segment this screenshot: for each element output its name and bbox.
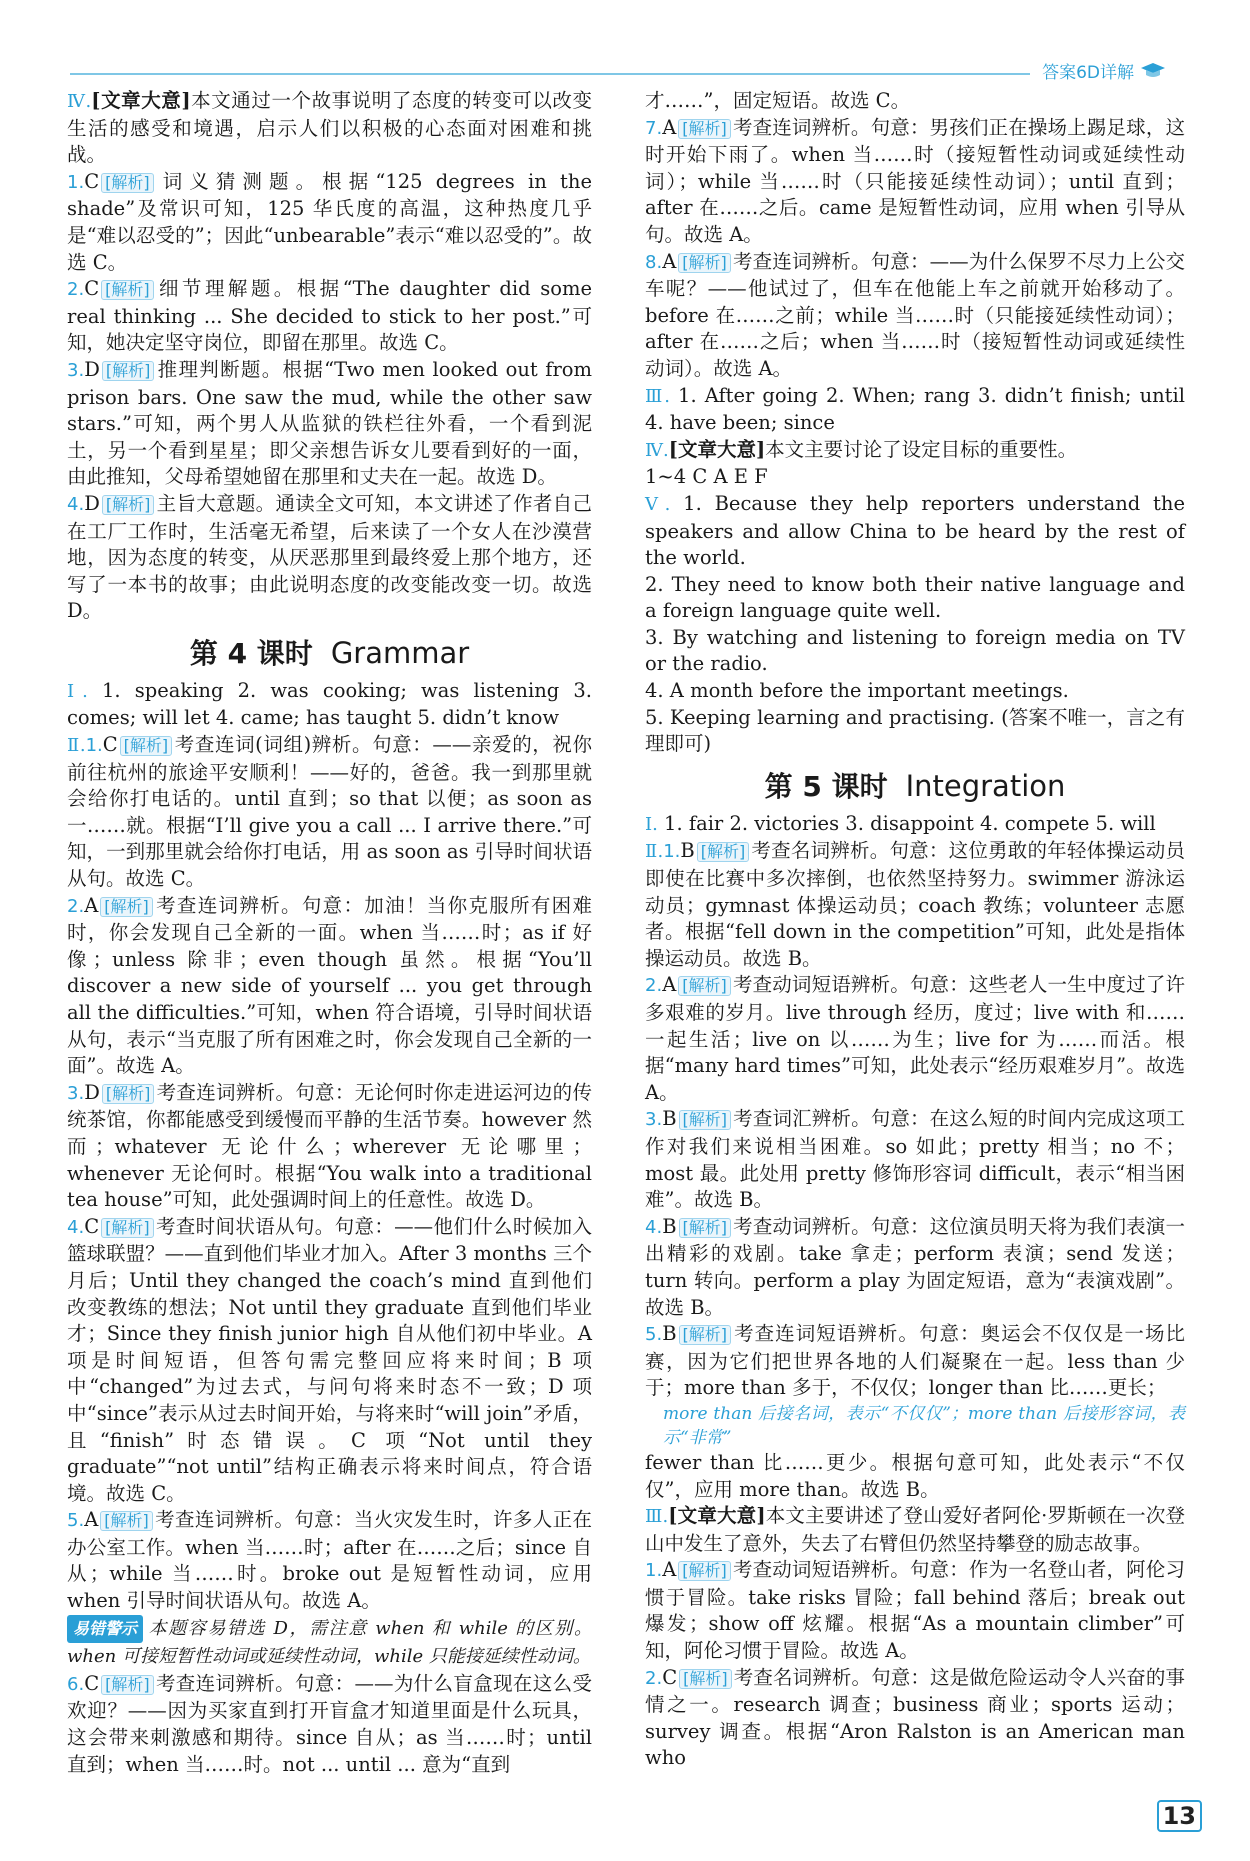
answer-item: 2.C [解析] 考查名词辨析。句意：这是做危险运动令人兴奋的事情之一。research 调查；business 商业；sports 运动；survey 调查。根据“Aron Ralston is an American man who <box>645 1665 1185 1770</box>
section-5-item: 3. By watching and listening to foreign media on TV or the radio. <box>645 625 1185 676</box>
section-5-item: 4. A month before the important meetings. <box>645 679 1069 703</box>
answer-item: 1.C [解析] 词义猜测题。根据“125 degrees in the shade”及常识可知，125 华氏度的高温，这种热度几乎是“难以忍受的”；因此“unbearable”表示“难以忍受的”。故选 C。 <box>67 169 592 274</box>
answer-item: 8.A [解析] 考查连词辨析。句意：——为什么保罗不尽力上公交车呢？——他试过了，但车在他能上车之前就开始移动了。before 在……之前；while 当……时（只能接延续性动词）；after 在……之后；when 当……时（接短暂性动词或延续性动词）。故选 A。 <box>645 249 1185 380</box>
warning-badge: 易错警示 <box>67 1615 143 1644</box>
answer-item: 4.D [解析] 主旨大意题。通读全文可知，本文讲述了作者自己在工厂工作时，生活毫无希望，后来读了一个女人在沙漠营地，因为态度的转变，从厌恶那里到最终爱上那个地方，还写了一本书的故事；由此说明态度的改变能改变一切。故选 D。 <box>67 491 592 623</box>
answer-item: 4.B [解析] 考查动词辨析。句意：这位演员明天将为我们表演一出精彩的戏剧。take 拿走；perform 表演；send 发送；turn 转向。perform a play 为固定短语，意为“表演戏剧”。故选 B。 <box>645 1214 1185 1319</box>
answer-item: 7.A [解析] 考查连词辨析。句意：男孩们正在操场上踢足球，这时开始下雨了。when 当……时（接短暂性动词或延续性动词）；while 当……时（只能接延续性动词）；until 直到；after 在……之后。came 是短暂性动词，应用 when 引导从句。故选 A。 <box>645 115 1185 246</box>
lesson5-section-3-summary: Ⅲ.[文章大意]本文主要讲述了登山爱好者阿伦·罗斯顿在一次登山中发生了意外，失去了右臂但仍然坚持攀登的励志故事。 <box>645 1504 1185 1555</box>
answer-item: 6.C [解析] 考查连词辨析。句意：——为什么盲盒现在这么受欢迎？——因为买家直到打开盲盒才知道里面是什么玩具，这会带来刺激感和期待。since 自从；as 当……时；until 直到；when 当……时。not ... until ... 意为“直到 <box>67 1671 592 1776</box>
header-rule <box>70 73 1030 75</box>
graduation-cap-icon <box>1140 62 1166 80</box>
lesson5-section-1: Ⅰ. 1. fair 2. victories 3. disappoint 4. compete 5. will <box>645 811 1156 835</box>
answer-item: Ⅱ.1.C [解析] 考查连词(词组)辨析。句意：——亲爱的，祝你前往杭州的旅途平安顺利！——好的，爸爸。我一到那里就会给你打电话的。until 直到；so that 以便；as soon as 一……就。根据“I’ll give you a call ... I arrive there.”可知，一到那里就会给你打电话，用 as soon as 引导时间状语从句。故选 C。 <box>67 733 592 891</box>
section-3-answers: Ⅲ. 1. After going 2. When; rang 3. didn’t finish; until 4. have been; since <box>645 383 1185 435</box>
header-label-text: 答案6D详解 <box>1042 63 1134 83</box>
answer-item: Ⅱ.1.B [解析] 考查名词辨析。句意：这位勇敢的年轻体操运动员即使在比赛中多次摔倒，也依然坚持努力。swimmer 游泳运动员；gymnast 体操运动员；coach 教练；volunteer 志愿者。根据“fell down in the competition”可知，此处是指体操运动员。故选 B。 <box>645 839 1185 970</box>
right-column <box>645 88 1185 1772</box>
answer-item: 5.B [解析] 考查连词短语辨析。句意：奥运会不仅仅是一场比赛，因为它们把世界各地的人们凝聚在一起。less than 少于；more than 多于，不仅仅；longer than 比……更长； <box>645 1322 1185 1400</box>
answer-item: 4.C [解析] 考查时间状语从句。句意：——他们什么时候加入篮球联盟？——直到他们毕业才加入。After 3 months 三个月后；Until they changed the coach’s mind 直到他们改变教练的想法；Not until they graduate 直到他们毕业才；Since they finish junior high 自从他们初中毕业。A 项是时间短语，但答句需完整回应将来时间；B 项中“changed”为过去式，与问句将来时态不一致；D 项中“since”表示从过去时间开始，与将来时“will join”矛盾，且“finish”时态错误。C 项“Not until they graduate”“not until”结构正确表示将来时间点，符合语境。故选 C。 <box>67 1214 592 1505</box>
answer-item: 2.C [解析] 细节理解题。根据“The daughter did some real thinking ... She decided to stick to her post.”可知，她决定坚守岗位，即留在那里。故选 C。 <box>67 277 592 355</box>
lesson-5-title: 第 5 课时 Integration <box>764 768 1066 803</box>
answer-item: 3.D [解析] 推理判断题。根据“Two men looked out from prison bars. One saw the mud, while the other saw stars.”可知，两个男人从监狱的铁栏往外看，一个看到泥土，另一个看到星星；即父亲想告诉女儿要看到好的一面，由此推知，父母希望她留在那里和丈夫在一起。故选 D。 <box>67 357 592 489</box>
section-4-summary: Ⅳ.[文章大意]本文主要讨论了设定目标的重要性。 <box>645 437 1078 461</box>
answer-item: 3.D [解析] 考查连词辨析。句意：无论何时你走进运河边的传统茶馆，你都能感受到缓慢而平静的生活节奏。however 然而；whatever 无论什么；wherever 无论哪里；whenever 无论何时。根据“You walk into a traditional tea house”可知，此处强调时间上的任意性。故选 D。 <box>67 1080 592 1212</box>
left-column <box>67 88 592 1778</box>
section-5-item: 5. Keeping learning and practising. (答案不唯一，言之有理即可) <box>645 705 1185 756</box>
section-5-item: 2. They need to know both their native language and a foreign language quite well. <box>645 572 1185 623</box>
answer-item: 3.B [解析] 考查词汇辨析。句意：在这么短的时间内完成这项工作对我们来说相当困难。so 如此；pretty 相当；no 不；most 最。此处用 pretty 修饰形容词 difficult，表示“相当困难”。故选 B。 <box>645 1107 1185 1212</box>
error-warning: 易错警示 本题容易错选 D，需注意 when 和 while 的区别。when 可接短暂性动词或延续性动词，while 只能接延续性动词。 <box>67 1615 592 1671</box>
answer-item: 1.A [解析] 考查动词短语辨析。句意：作为一名登山者，阿伦习惯于冒险。take risks 冒险；fall behind 落后；break out 爆发；show off 炫耀。根据“As a mountain climber”可知，阿伦习惯于冒险。故选 A。 <box>645 1558 1185 1663</box>
answer-item: 5.A [解析] 考查连词辨析。句意：当火灾发生时，许多人正在办公室工作。when 当……时；after 在……之后；since 自从；while 当……时。broke out 是短暂性动词，应用 when 引导时间状语从句。故选 A。 <box>67 1508 592 1613</box>
header-label <box>1032 58 1172 83</box>
handwritten-note: more than 后接名词，表示“不仅仅”；more than 后接形容词，表示“非常” <box>663 1403 1185 1448</box>
answer-item: 2.A [解析] 考查连词辨析。句意：加油！当你克服所有困难时，你会发现自己全新的一面。when 当……时；as if 好像；unless 除非；even though 虽然。根据“You’ll discover a new side of yourself ... you get through all the difficulties.”可知，when 符合语境，引导时间状语从句，表示“当克服了所有困难之时，你会发现自己全新的一面”。故选 A。 <box>67 893 592 1078</box>
left-intro: Ⅳ.[文章大意]本文通过一个故事说明了态度的转变可以改变生活的感受和境遇，启示人们以积极的心态面对困难和挑战。 <box>67 89 592 167</box>
answer-item-continued: fewer than 比……更少。根据句意可知，此处表示“不仅仅”，应用 more than。故选 B。 <box>645 1450 1185 1501</box>
section-4-answers: 1~4 C A E F <box>645 465 768 489</box>
continued-text: 才……”，固定短语。故选 C。 <box>645 89 911 112</box>
section-1-answers: Ⅰ. 1. speaking 2. was cooking; was listening 3. comes; will let 4. came; has taught 5. didn’t know <box>67 678 592 730</box>
answer-item: 2.A [解析] 考查动词短语辨析。句意：这些老人一生中度过了许多艰难的岁月。live through 经历，度过；live with 和……一起生活；live on 以……为生；live for 为……而活。根据“many hard times”可知，此处表示“经历艰难岁月”。故选 A。 <box>645 973 1185 1104</box>
section-5-item: Ⅴ. 1. Because they help reporters understand the speakers and allow China to be heard by the rest of the world. <box>645 491 1185 570</box>
lesson-4-title: 第 4 课时 Grammar <box>189 635 470 670</box>
page-number: 13 <box>1157 1800 1202 1832</box>
